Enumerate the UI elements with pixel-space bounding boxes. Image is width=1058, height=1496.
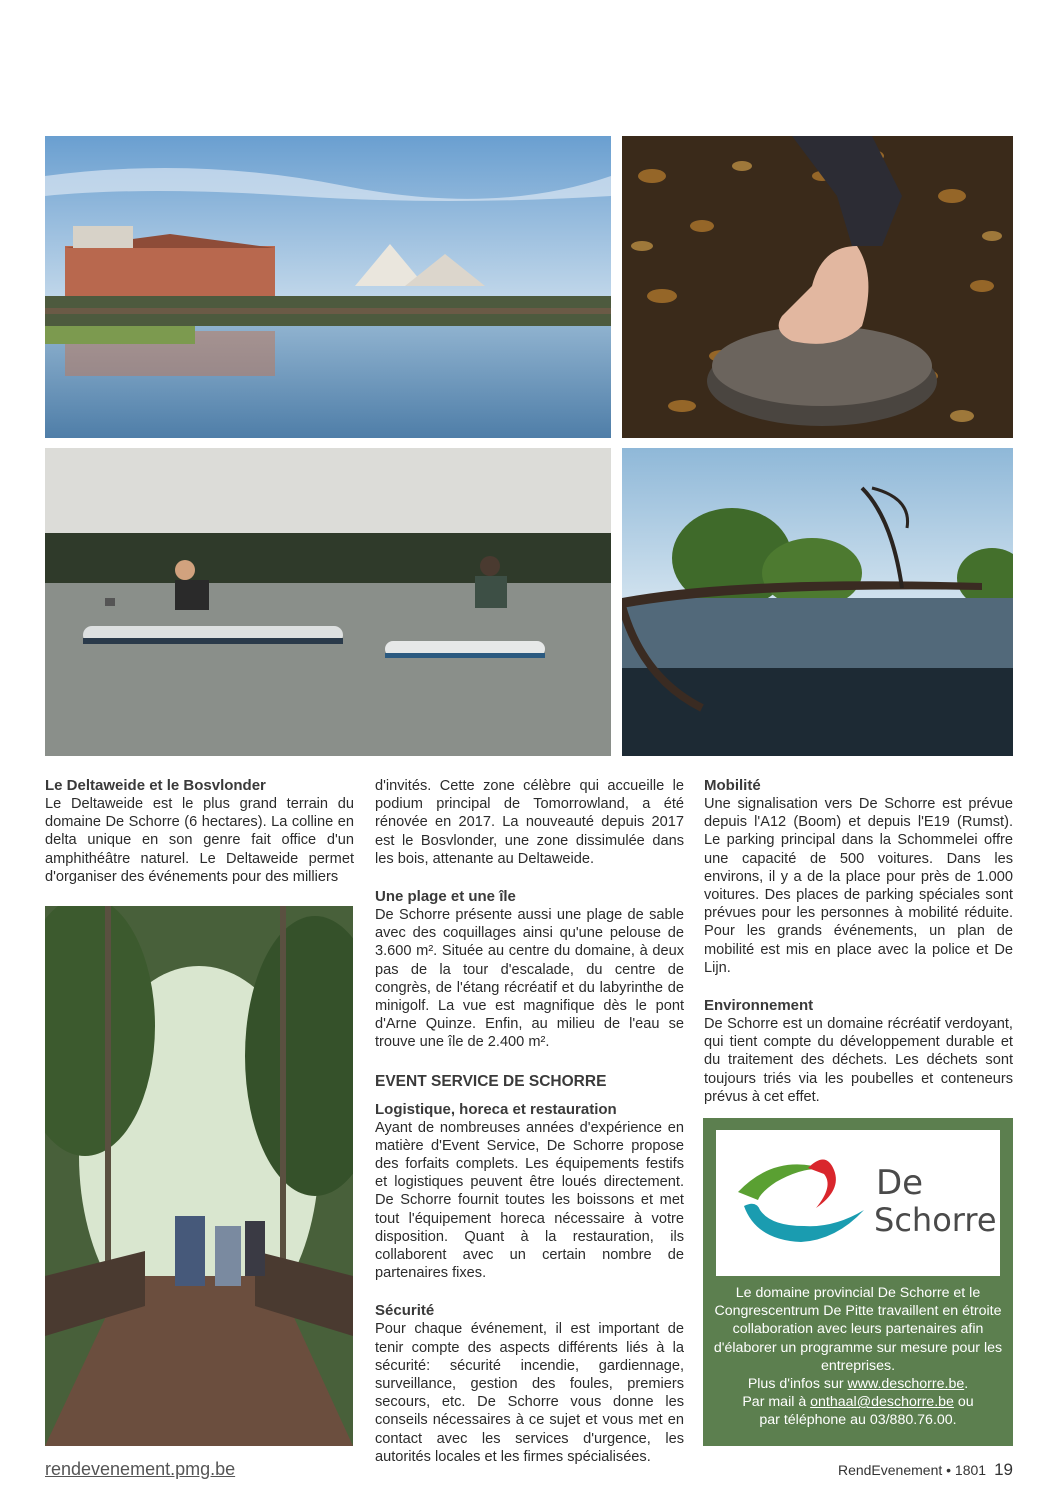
section-title-event-service: EVENT SERVICE DE SCHORRE [375,1072,607,1090]
info-box [703,1118,1013,1446]
info-text [713,1284,1003,1430]
heading-securite: Sécurité [375,1302,435,1320]
boardwalk-image [622,448,1013,756]
photo-paddleboard [45,448,611,756]
paragraph-plage: De Schorre présente aussi une plage de sable avec des coquillages ainsi qu'une pelouse de 3.600 m². Située au centre du domaine, à deux pas de la tour d'escalade, du centre de congrès, de l'étang récréatif et du labyrinthe de minigolf. La vue est magnifique dès le pont d'Arne Quinze. Enfin, au milieu de l'eau se trouve une île de 2.400 m². [375,907,684,1051]
de-schorre-logo [716,1130,1000,1276]
photo-barefoot-stump [622,136,1013,438]
phone-line: par téléphone au 03/880.76.00. [759,1412,957,1429]
forest-path-image [45,906,353,1446]
logo-word-de: De [876,1163,924,1203]
info-paragraph: Le domaine provincial De Schorre et le Congrescentrum De Pitte travaillent en étroite collaboration avec leurs partenaires afin d'élaborer un programme sur mesure pour les entreprises. [713,1285,1003,1374]
email-link[interactable]: onthaal@deschorre.be [810,1394,954,1411]
heading-plage: Une plage et une île [375,888,516,906]
web-prefix: Plus d'infos sur [747,1376,848,1393]
mail-prefix: Par mail à [742,1394,811,1411]
heading-deltaweide: Le Deltaweide et le Bosvlonder [45,777,266,794]
paragraph-deltaweide-cont: d'invités. Cette zone célèbre qui accueille le podium principal de Tomorrowland, a été rénovée en 2017. La nouveauté depuis 2017 est le Bosvlonder, une zone dissimulée dans les bois, attenante au Deltaweide. [375,778,684,867]
photo-forest-path [45,906,353,1446]
heading-environnement: Environnement [704,997,814,1015]
column-3 [704,777,1013,1106]
footer-website-link[interactable]: rendevenement.pmg.be [45,1459,236,1479]
page-number: 19 [994,1460,1013,1479]
logo-panel [716,1130,1000,1276]
website-link[interactable]: www.deschorre.be [847,1376,965,1393]
paragraph-deltaweide: Le Deltaweide est le plus grand terrain du domaine De Schorre (6 hectares). La colline en delta unique en son genre fait office d'un amphithéâtre naturel. Le Deltaweide permet d'organiser des événements pour des milliers [45,796,354,885]
paragraph-environnement: De Schorre est un domaine récréatif verdoyant, qui tient compte du développement durable et du traitement des déchets. Les déchets sont toujours triés via les poubelles et conteneurs prévus à cet effet. [704,1016,1013,1105]
photo-lake-building [45,136,611,438]
mail-suffix: ou [953,1394,974,1411]
paddleboard-image [45,448,611,756]
photo-boardwalk [622,448,1013,756]
paragraph-logistique: Ayant de nombreuses années d'expérience en matière d'Event Service, De Schorre propose des forfaits complets. Les équipements festifs et logistiques peuvent être loués directement. De Schorre fournit toutes les boissons et met tout l'équipement horeca nécessaire à votre disposition. Quant à la restauration, ils collaborent avec un certain nombre de partenaires fixes. [375,1119,684,1282]
issue-label: RendEvenement • 1801 [837,1462,987,1478]
column-2 [375,777,684,1466]
column-1 [45,777,354,886]
web-suffix: . [964,1376,969,1393]
paragraph-mobilite: Une signalisation vers De Schorre est prévue depuis l'A12 (Boom) et depuis l'E19 (Rumst). Le parking principal dans la Schommelei offre une capacité de 500 voitures. Dans les environs, il y a de la place pour près de 1.000 voitures. Des places de parking spéciales sont prévues pour les personnes à mobilité réduite. Pour les grands événements, un plan de mobilité est mis en place avec la police et De Lijn. [704,796,1013,976]
footer-issue [838,1460,1013,1480]
logo-word-schorre: Schorre [874,1201,997,1239]
heading-mobilite: Mobilité [704,777,761,794]
barefoot-stump-image [622,136,1013,438]
lake-building-image [45,136,611,438]
paragraph-securite: Pour chaque événement, il est important de tenir compte des aspects différents liés à la sécurité: sécurité incendie, gardiennage, surveillance, gestion des foules, premiers secours, etc. De Schorre vous donne les conseils nécessaires à ce sujet et vous met en contact avec les services d'urgence, les autorités locales et les firmes spécialisées. [375,1321,684,1465]
heading-logistique: Logistique, horeca et restauration [375,1100,617,1118]
